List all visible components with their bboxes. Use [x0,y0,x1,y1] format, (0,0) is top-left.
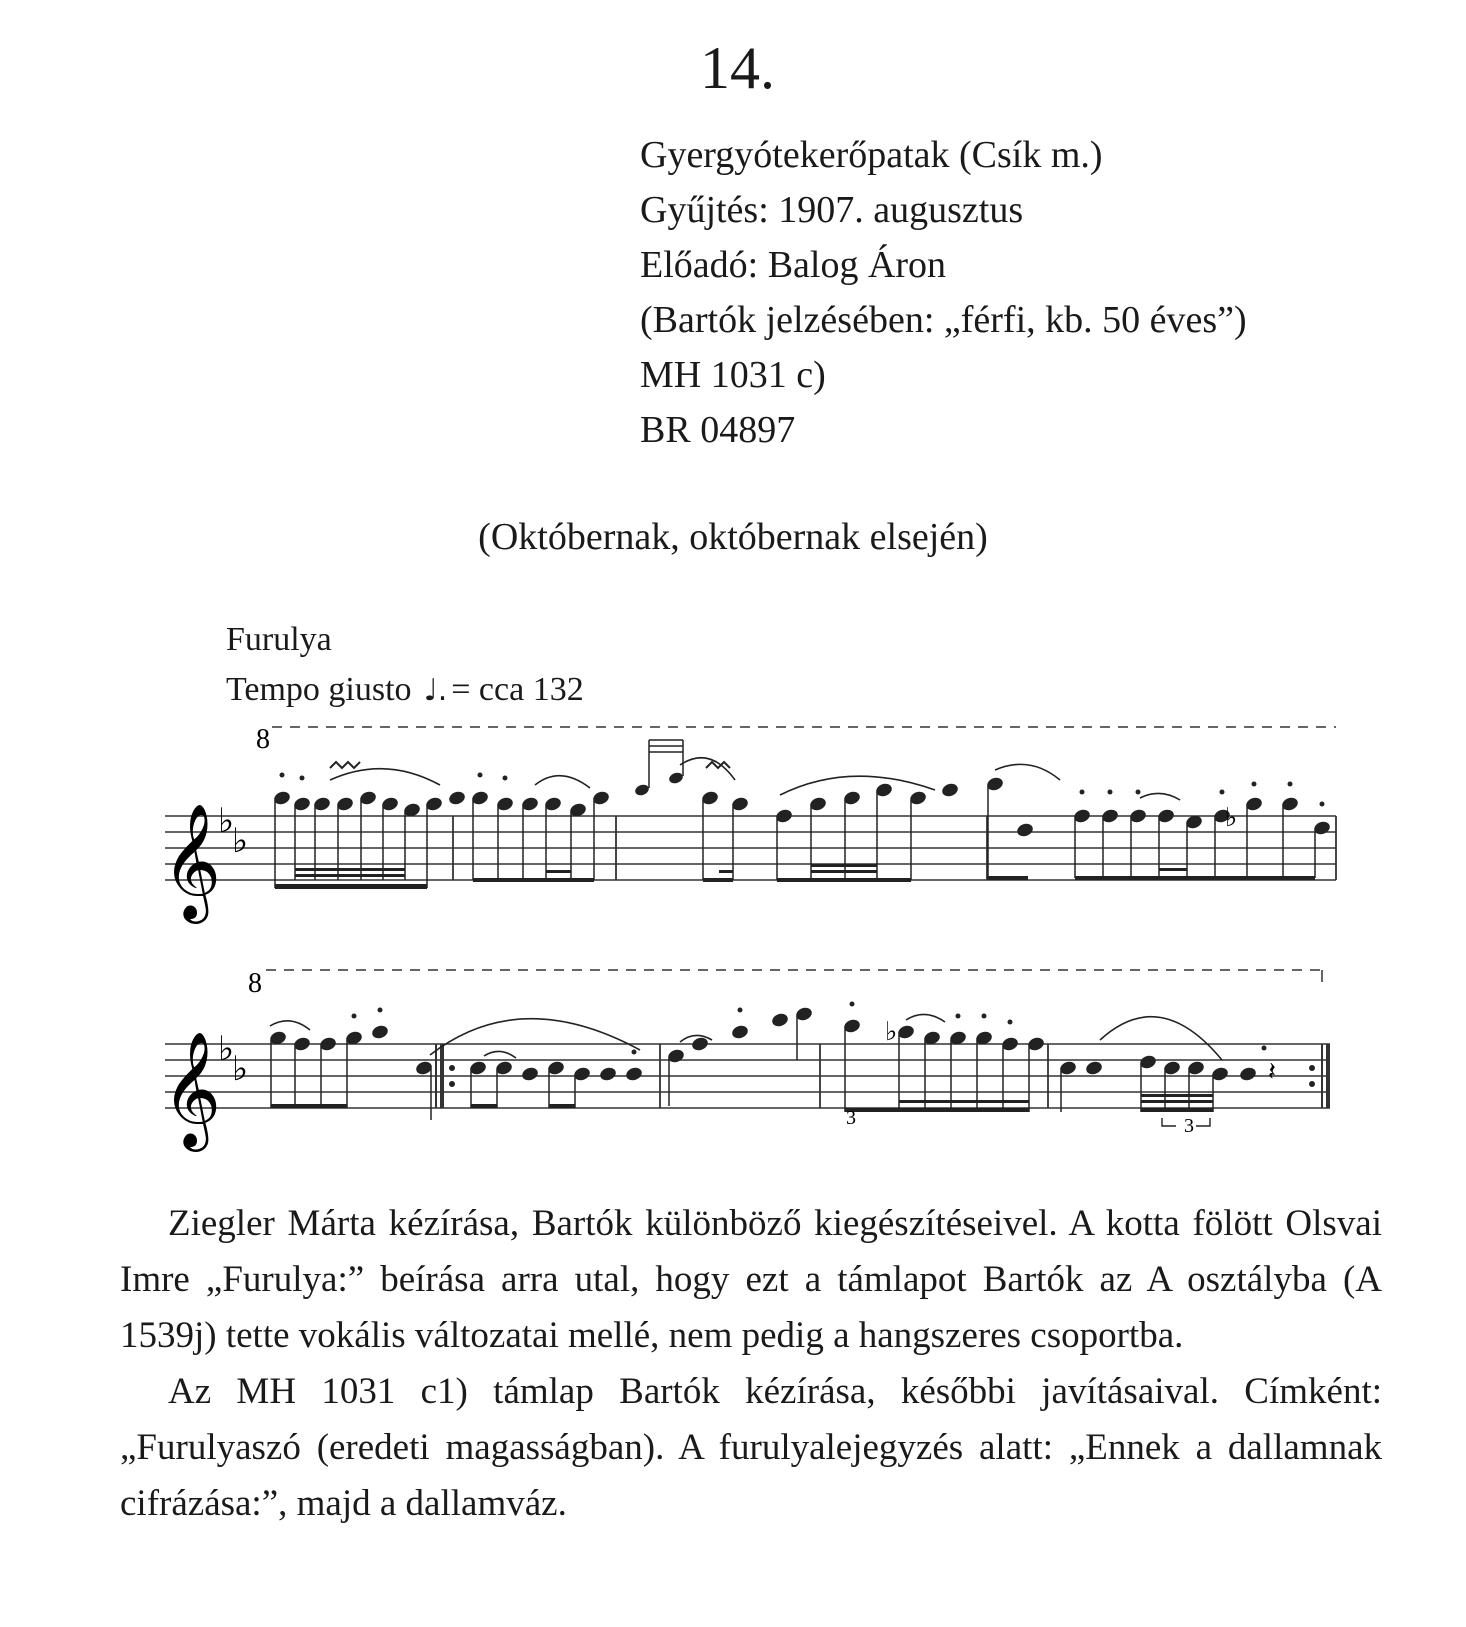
slurs [270,1014,1222,1060]
flat-accidental-icon: ♭ [885,1017,898,1047]
ottava-mark: 8 [256,724,270,755]
meta-location: Gyergyótekerőpatak (Csík m.) [640,134,1103,176]
beams [271,1094,1213,1112]
treble-clef-icon: 𝄞 [162,1030,222,1147]
tuplet-number: 3 [1184,1115,1194,1137]
staff-system-1 [162,724,1336,924]
meta-br-number: BR 04897 [640,409,796,451]
meta-performer-note: (Bartók jelzésében: „férfi, kb. 50 éves”) [640,299,1247,341]
trill-ornament-icon [330,762,730,768]
flat-icon: ♭ [218,801,235,841]
rest-icon: 𝄽 [1268,1057,1276,1087]
tempo-text: Tempo giusto [226,671,412,708]
flat-icon: ♭ [218,1029,235,1069]
instrument-label: Furulya [226,621,332,658]
dotted-quarter-note-icon: ♩. [423,673,448,708]
flat-icon: ♭ [232,1049,249,1089]
song-title: (Októbernak, októbernak elsején) [478,516,988,558]
flat-icon: ♭ [232,821,249,861]
commentary [120,1196,1382,1532]
paragraph: Ziegler Márta kézírása, Bartók különböző kiegészítéseivel. A kotta fölött Olsvai Imre „Furulya:” beírása arra utal, hogy ezt a támlapot Bartók az A osztályba (A 1539j) tette vokális változatai mellé, nem pedig a hangszeres csoportba. [120,1203,1382,1356]
meta-mh-number: MH 1031 c) [640,354,826,396]
staff-system-2 [162,968,1330,1152]
ottava-mark: 8 [248,968,262,999]
page-number: 14. [700,35,775,101]
tuplet-number: 3 [846,1107,856,1129]
paragraph: Az MH 1031 c1) támlap Bartók kézírása, későbbi javításaival. Címként: „Furulyaszó (eredeti magasságban). A furulyalejegyzés alatt: „Ennek a dallamnak cifrázása:”, majd a dallamváz. [120,1371,1382,1524]
flat-accidental-icon: ♭ [1225,803,1238,833]
staff-lines [165,1044,1330,1108]
meta-performer: Előadó: Balog Áron [640,244,947,286]
tempo-value: = cca 132 [451,671,584,708]
meta-collection-date: Gyűjtés: 1907. augusztus [640,189,1024,231]
treble-clef-icon: 𝄞 [162,802,222,919]
